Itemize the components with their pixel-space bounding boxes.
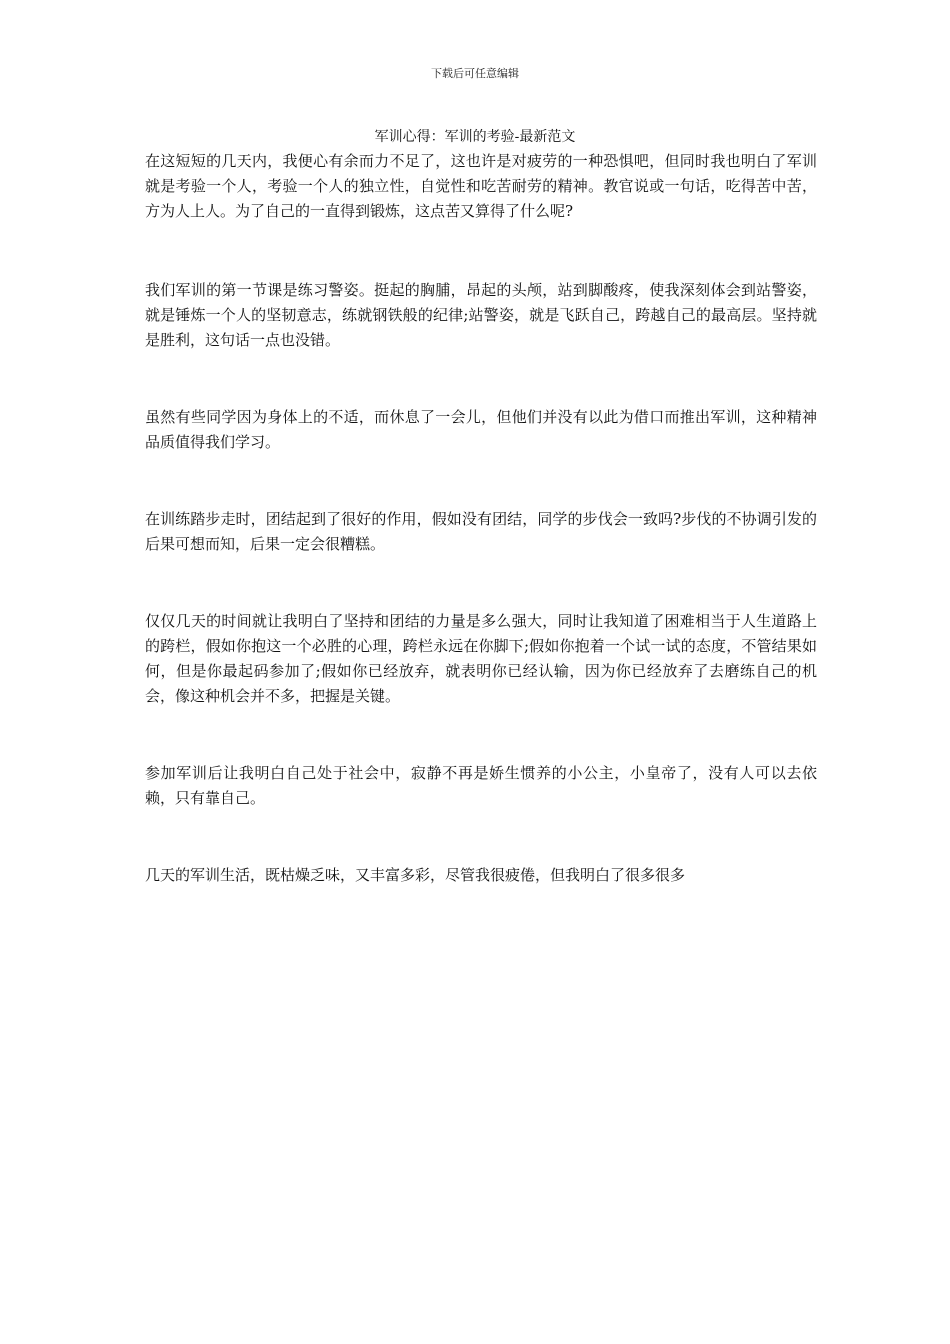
paragraph-5: 仅仅几天的时间就让我明白了坚持和团结的力量是多么强大，同时让我知道了困难相当于人生道路上的跨栏，假如你抱这一个必胜的心理，跨栏永远在你脚下;假如你抱着一个试一试的态度，不管结果如何，但是你最起码参加了;假如你已经放弃，就表明你已经认输，因为你已经放弃了去磨练自己的机会，像这种机会并不多，把握是关键。	[145, 612, 817, 705]
paragraph-6: 参加军训后让我明白自己处于社会中，寂静不再是娇生惯养的小公主，小皇帝了，没有人可以去依赖，只有靠自己。	[145, 764, 817, 807]
paragraph-2: 我们军训的第一节课是练习警姿。挺起的胸脯，昂起的头颅，站到脚酸疼，使我深刻体会到站警姿，就是锤炼一个人的坚韧意志，练就钢铁般的纪律;站警姿，就是飞跃自己，跨越自己的最高层。坚持就是胜利，这句话一点也没错。	[145, 281, 817, 349]
document-body	[145, 149, 817, 940]
document-title: 军训心得：军训的考验-最新范文	[374, 129, 576, 145]
page-header-note: 下载后可任意编辑	[431, 67, 519, 80]
paragraph-1: 在这短短的几天内，我便心有余而力不足了，这也许是对疲劳的一种恐惧吧，但同时我也明白了军训就是考验一个人，考验一个人的独立性，自觉性和吃苦耐劳的精神。教官说或一句话，吃得苦中苦，方为人上人。为了自己的一直得到锻炼，这点苦又算得了什么呢?	[145, 152, 817, 220]
paragraph-7: 几天的军训生活，既枯燥乏味，又丰富多彩，尽管我很疲倦，但我明白了很多很多	[145, 866, 686, 884]
paragraph-3: 虽然有些同学因为身体上的不适，而休息了一会儿，但他们并没有以此为借口而推出军训，这种精神品质值得我们学习。	[145, 408, 817, 451]
paragraph-4: 在训练踏步走时，团结起到了很好的作用，假如没有团结，同学的步伐会一致吗?步伐的不协调引发的后果可想而知，后果一定会很糟糕。	[145, 510, 817, 553]
